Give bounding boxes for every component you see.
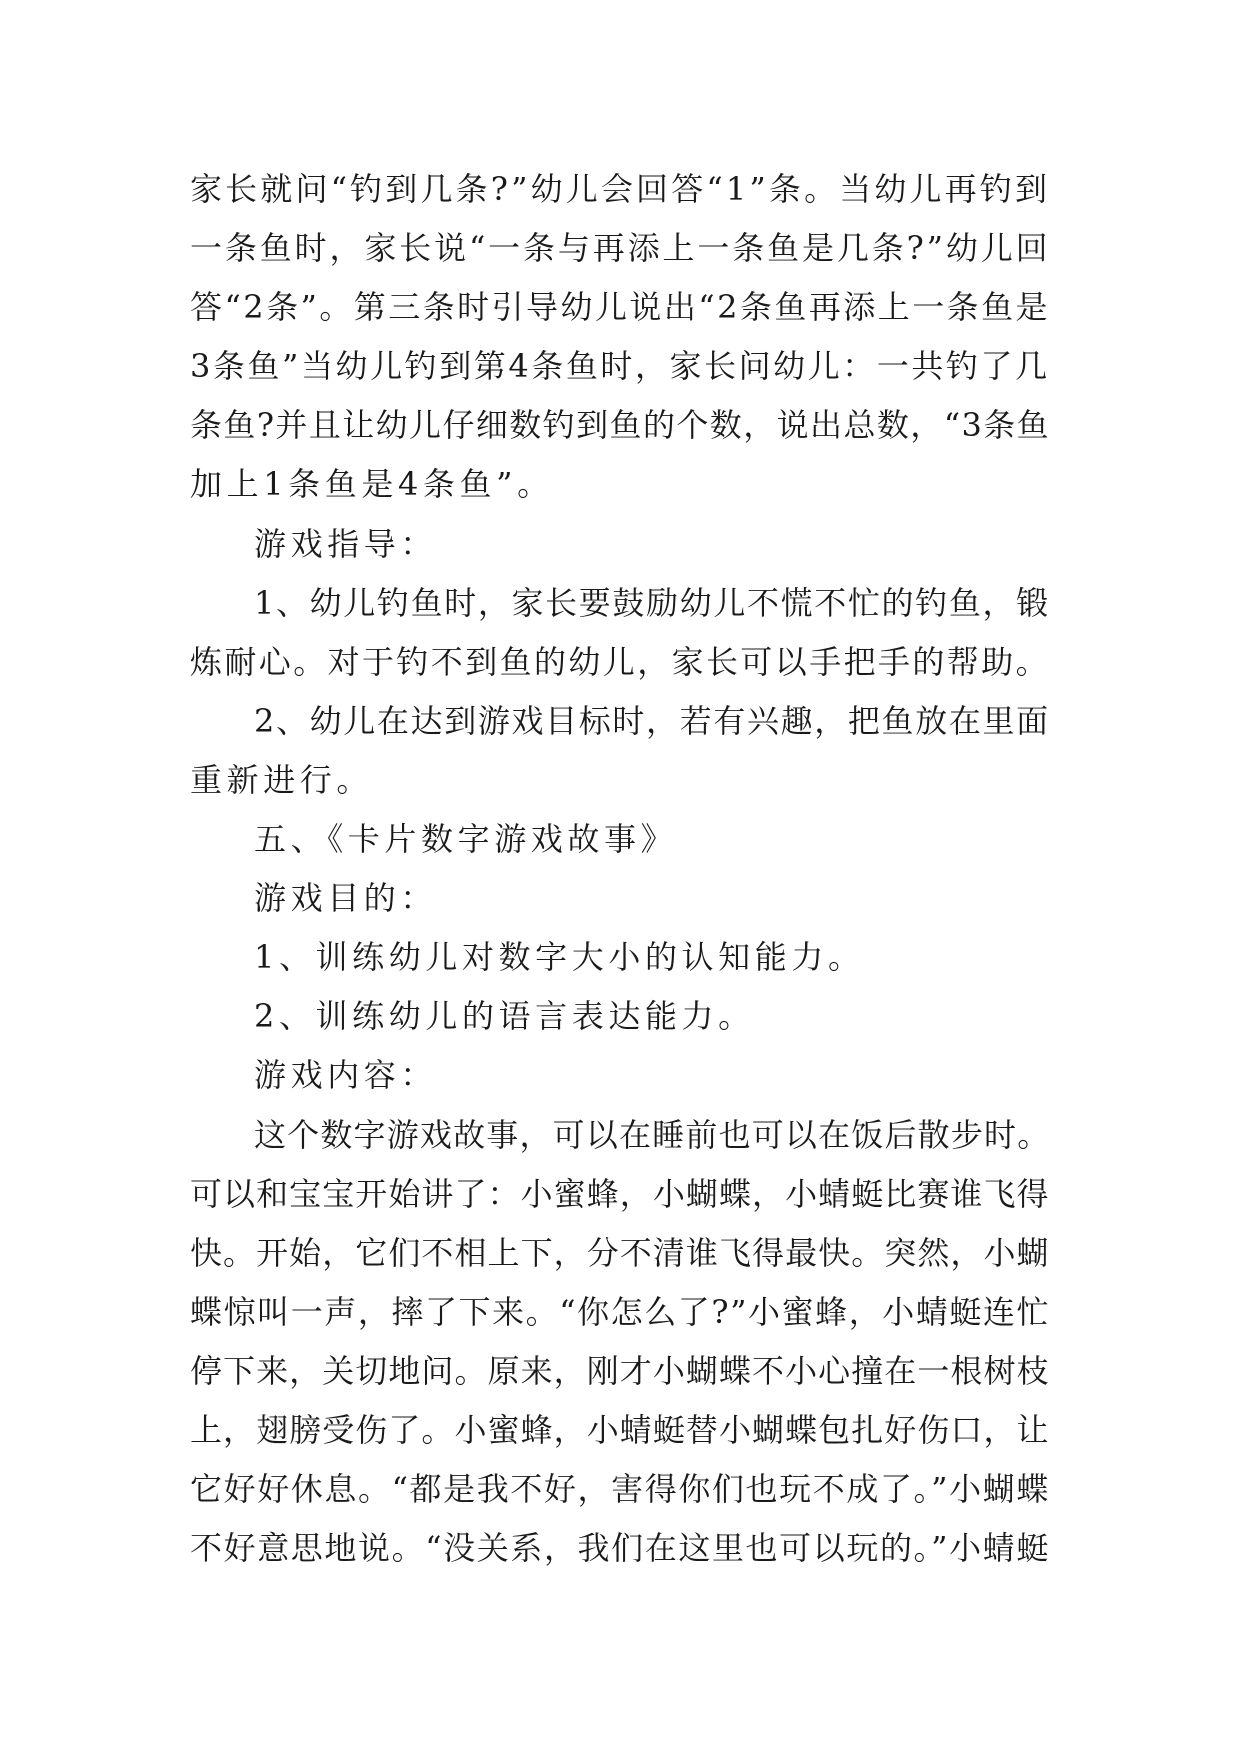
text-line: 1、幼儿钓鱼时，家长要鼓励幼儿不慌不忙的钓鱼，锻 bbox=[254, 583, 1050, 622]
text-line: 2、幼儿在达到游戏目标时，若有兴趣，把鱼放在里面 bbox=[254, 701, 1050, 740]
text-line: 停下来，关切地问。原来，刚才小蝴蝶不小心撞在一根树枝 bbox=[190, 1351, 1050, 1390]
text-line: 炼耐心。对于钓不到鱼的幼儿，家长可以手把手的帮助。 bbox=[190, 642, 1051, 681]
text-line: 可以和宝宝开始讲了：小蜜蜂，小蝴蝶，小蜻蜓比赛谁飞得 bbox=[190, 1174, 1050, 1213]
text-line: 它好好休息。“都是我不好，害得你们也玩不成了。”小蝴蝶 bbox=[190, 1470, 1050, 1509]
text-line: 2、训练幼儿的语言表达能力。 bbox=[254, 997, 755, 1036]
text-line: 重新进行。 bbox=[190, 760, 374, 799]
text-line: 游戏目的： bbox=[254, 879, 438, 918]
text-line: 条鱼?并且让幼儿仔细数钓到鱼的个数，说出总数，“3条鱼 bbox=[190, 406, 1051, 445]
text-line: 蝶惊叫一声，摔了下来。“你怎么了?”小蜜蜂，小蜻蜓连忙 bbox=[190, 1292, 1051, 1331]
text-line: 不好意思地说。“没关系，我们在这里也可以玩的。”小蜻蜓 bbox=[190, 1529, 1050, 1568]
text-line: 快。开始，它们不相上下，分不清谁飞得最快。突然，小蝴 bbox=[190, 1233, 1050, 1272]
text-line: 游戏内容： bbox=[254, 1056, 438, 1095]
text-line: 五、《卡片数字游戏故事》 bbox=[254, 820, 678, 859]
text-line: 加上1条鱼是4条鱼”。 bbox=[190, 465, 554, 504]
text-line: 这个数字游戏故事，可以在睡前也可以在饭后散步时。 bbox=[254, 1115, 1051, 1154]
text-line: 游戏指导： bbox=[254, 524, 438, 563]
text-line: 答“2条”。第三条时引导幼儿说出“2条鱼再添上一条鱼是 bbox=[190, 288, 1050, 327]
text-line: 1、训练幼儿对数字大小的认知能力。 bbox=[254, 938, 865, 977]
body-text bbox=[190, 160, 1050, 1578]
text-line: 上，翅膀受伤了。小蜜蜂，小蜻蜓替小蝴蝶包扎好伤口，让 bbox=[190, 1410, 1050, 1449]
text-line: 一条鱼时，家长说“一条与再添上一条鱼是几条?”幼儿回 bbox=[190, 229, 1051, 268]
text-line: 3条鱼”当幼儿钓到第4条鱼时，家长问幼儿：一共钓了几 bbox=[190, 347, 1050, 386]
text-line: 家长就问“钓到几条?”幼儿会回答“1”条。当幼儿再钓到 bbox=[190, 170, 1051, 208]
